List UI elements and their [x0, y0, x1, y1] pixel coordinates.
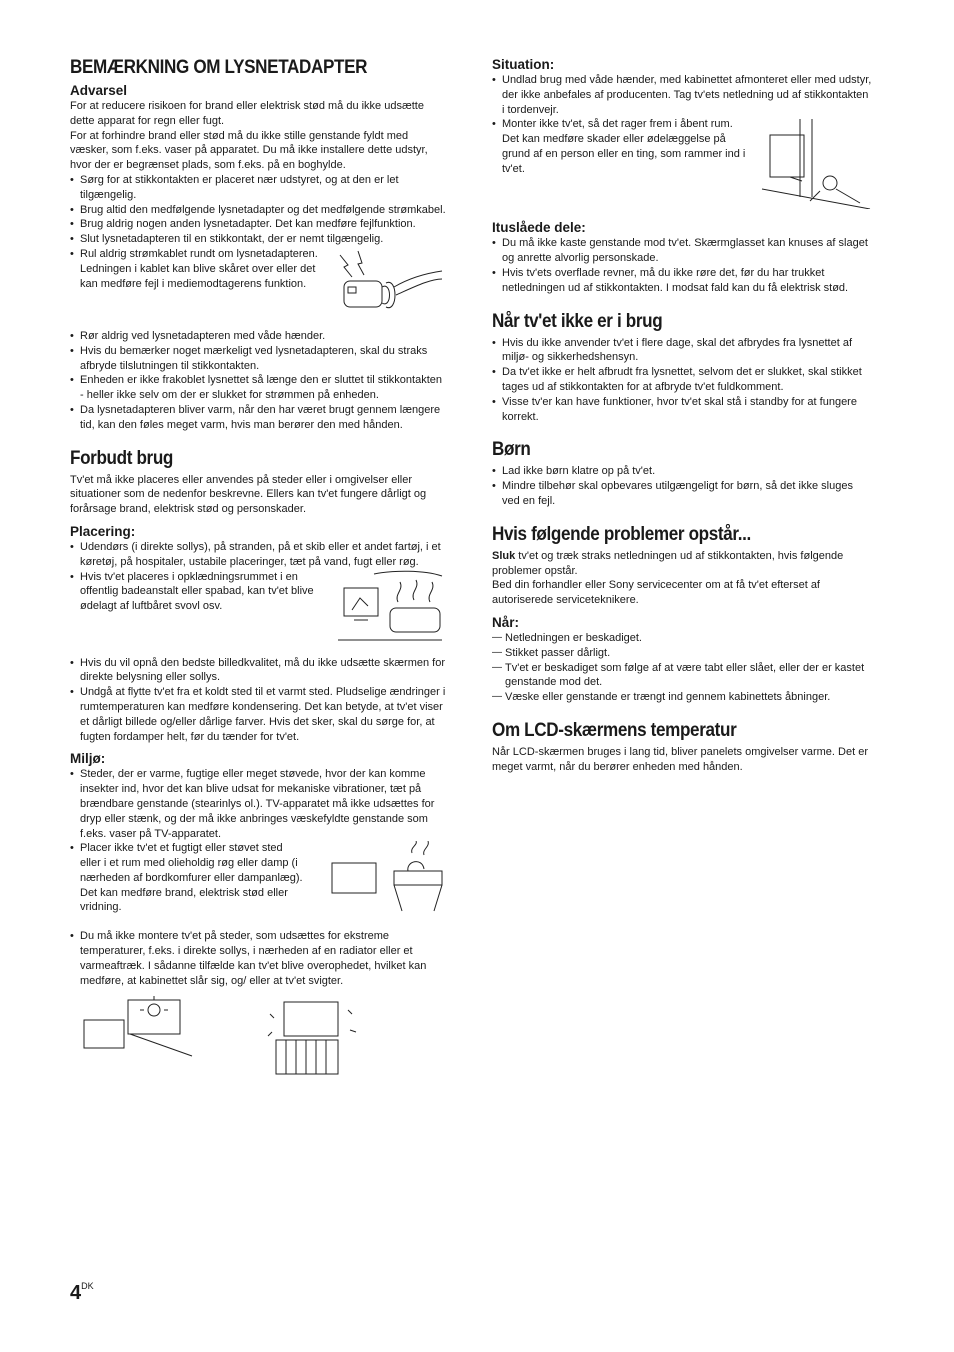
language-code: DK	[81, 1281, 94, 1291]
wall-mount-tv-icon	[760, 117, 872, 209]
paragraph: Sluk tv'et og træk straks netledningen ud af stikkontakten, hvis følgende problemer opstår.	[492, 549, 844, 577]
section-title-problems: Hvis følgende problemer opstår...	[492, 523, 751, 545]
kitchen-tv-icon	[328, 841, 446, 915]
section-title-children: Børn	[492, 439, 531, 461]
paragraph: Bed din forhandler eller Sony servicecenter om at få tv'et efterset af autoriserede serviceteknikere.	[492, 579, 820, 607]
bullet-list	[70, 173, 446, 247]
item-with-illustration	[70, 841, 446, 929]
list-item: • Hvis tv'ets overflade revner, må du ikke røre det, før du har trukket netledningen ud af stikkontakten. I modsat fald kan du få elektrisk stød.	[492, 266, 872, 296]
section-title-prohibited: Forbudt brug	[70, 447, 174, 469]
list-item: — Tv'et er beskadiget som følge af at være tabt eller slået, eller der er kastet genstande mod det.	[492, 661, 872, 691]
list-item: • Rul aldrig strømkablet rundt om lysnetadapteren. Ledningen i kablet kan blive skåret over eller det kan medføre fejl i mediemodtagerens funktion.	[70, 247, 320, 291]
list-item: — Væske eller genstande er trængt ind gennem kabinettets åbninger.	[492, 690, 872, 705]
list-item: • Hvis du ikke anvender tv'et i flere dage, skal det afbrydes fra lysnettet af miljø- og sikkerhedshensyn.	[492, 336, 872, 366]
sun-window-tv-icon	[82, 996, 194, 1060]
list-item: • Du må ikke montere tv'et på steder, som udsættes for ekstreme temperaturer, f.eks. i direkte sollys, i nærheden af en radiator eller et varmeaftræk. I sådanne tilfælde kan tv'et blive overophedet, hvilket kan medføre, at kabinettet slår sig, og/ eller at tv'et svigter.	[70, 929, 446, 988]
bold-word: Sluk	[492, 549, 516, 562]
section-not-in-use	[492, 310, 872, 425]
list-item: • Rør aldrig ved lysnetadapteren med våde hænder.	[70, 329, 446, 344]
section-title-lcd: Om LCD-skærmens temperatur	[492, 719, 737, 741]
subheading-when: Når:	[492, 614, 520, 630]
list-item: • Lad ikke børn klatre op på tv'et.	[492, 464, 872, 479]
list-item: • Udendørs (i direkte sollys), på stranden, på et skib eller et andet fartøj, i et køretøj, på hospitaler, ustabile placeringer, tæt på vand, fugt eller røg.	[70, 540, 446, 570]
list-item: • Hvis du bemærker noget mærkeligt ved lysnetadapteren, skal du straks afbryde tilslutningen til stikkontakten.	[70, 344, 446, 374]
item-with-illustration	[492, 117, 872, 215]
item-with-illustration	[70, 570, 446, 656]
right-column	[492, 56, 872, 775]
list-item: • Da lysnetadapteren bliver varm, når den har været brugt gennem længere tid, kan den føles meget varm, hvis man berører den med hånden.	[70, 403, 446, 433]
paragraph: Når LCD-skærmen bruges i lang tid, bliver panelets omgivelser varme. Det er meget varmt, når du berører enheden med hånden.	[492, 745, 868, 773]
list-item: • Hvis du vil opnå den bedste billedkvalitet, må du ikke udsætte skærmen for direkte belysning eller sollys.	[70, 656, 446, 686]
list-item: • Steder, der er varme, fugtige eller meget støvede, hvor der kan komme insekter ind, hvor det kan blive udsat for mekaniske vibrationer, tæt på brændbare genstande (stearinlys ol.). TV-apparatet må ikke udsættes for dryp eller stænk, og der må ikke anbringes væskefyldte genstande som f.eks. vaser på TV-apparatet.	[70, 767, 446, 841]
left-column	[70, 56, 446, 1076]
illustration-row	[70, 996, 446, 1076]
section-lcd-temperature	[492, 719, 872, 775]
list-item: • Undlad brug med våde hænder, med kabinettet afmonteret eller med udstyr, der ikke anbefales af producenten. Tag tv'ets netledning ud af stikkontakten i tordenvejr.	[492, 73, 872, 117]
list-item: • Hvis tv'et placeres i opklædningsrummet i en offentlig badeanstalt eller spabad, kan tv'et blive ødelagt af luftbåret svovl osv.	[70, 570, 322, 614]
page-number: $4^{DK}$	[70, 1281, 94, 1304]
bath-tv-icon	[334, 570, 446, 642]
list-item: • Sørg for at stikkontakten er placeret nær udstyret, og at den er let tilgængelig.	[70, 173, 446, 203]
subheading-warning: Advarsel	[70, 83, 128, 98]
paragraph: For at forhindre brand eller stød må du ikke stille genstande fyldt med væsker, som f.eks. vaser på apparatet. Du må ikke installere dette udstyr, hvor der er begrænset plads, som f.eks. på en boghylde.	[70, 129, 428, 172]
section-children	[492, 438, 872, 508]
subheading-situation: Situation:	[492, 57, 555, 72]
list-item: — Stikket passer dårligt.	[492, 646, 872, 661]
subheading-broken-parts: Ituslåede dele:	[492, 220, 586, 236]
section-title-not-in-use: Når tv'et ikke er i brug	[492, 310, 663, 332]
list-item: • Enheden er ikke frakoblet lysnettet så længe den er sluttet til stikkontakten - heller ikke selv om der er slukket for strømmen på enheden.	[70, 373, 446, 403]
paragraph: Tv'et må ikke placeres eller anvendes på steder eller i omgivelser eller situationer som de nedenfor beskrevne. Ellers kan tv'et fungere dårligt og forårsage brand, elektrisk stød og personskader.	[70, 473, 427, 516]
section-prohibited-use	[70, 447, 446, 1077]
subheading-placement: Placering:	[70, 523, 136, 539]
list-item: • Undgå at flytte tv'et fra et koldt sted til et varmt sted. Pludselige ændringer i rumtemperaturen kan medføre kondensering. Det kan betyde, at tv'et viser et dårligt billede og/eller dårlige farver. Hvis det sker, skal du sørge for, at fugten fordamper helt, før du tænder for tv'et.	[70, 685, 446, 744]
list-item: — Netledningen er beskadiget.	[492, 631, 872, 646]
item-with-illustration	[70, 247, 446, 329]
adapter-icon	[336, 247, 446, 317]
section-problems	[492, 523, 872, 705]
list-item: • Du må ikke kaste genstande mod tv'et. Skærmglasset kan knuses af slaget og anrette alvorlig personskade.	[492, 236, 872, 266]
paragraph: For at reducere risikoen for brand eller elektrisk stød må du ikke udsætte dette apparat for regn eller fugt.	[70, 100, 424, 127]
subheading-environment: Miljø:	[70, 751, 106, 767]
list-item: • Visse tv'er kan have funktioner, hvor tv'et skal stå i standby for at fungere korrekt.	[492, 395, 872, 425]
list-item: • Slut lysnetadapteren til en stikkontakt, der er nemt tilgængelig.	[70, 232, 446, 247]
section-title-adapter: BEMÆRKNING OM LYSNETADAPTER	[70, 57, 368, 78]
list-item: • Placer ikke tv'et et fugtigt eller støvet sted eller i et rum med olieholdig røg eller damp (i nærheden af bordkomfurer eller dampanlæg). Det kan medføre brand, elektrisk stød eller vridning.	[70, 841, 306, 915]
list-item: • Brug aldrig nogen anden lysnetadapter. Det kan medføre fejlfunktion.	[70, 217, 446, 232]
list-item: • Da tv'et ikke er helt afbrudt fra lysnettet, selvom det er slukket, skal stikket tages ud af stikkontakten for at afbryde tv'et fuldkomment.	[492, 365, 872, 395]
list-item: • Monter ikke tv'et, så det rager frem i åbent rum. Det kan medføre skader eller ødelæggelse på grund af en person eller en ting, som rammer ind i tv'et.	[492, 117, 748, 176]
list-item: • Brug altid den medfølgende lysnetadapter og det medfølgende strømkabel.	[70, 203, 446, 218]
list-item: • Mindre tilbehør skal opbevares utilgængeligt for børn, så det ikke sluges ved en fejl.	[492, 479, 872, 509]
radiator-tv-icon	[266, 996, 362, 1076]
